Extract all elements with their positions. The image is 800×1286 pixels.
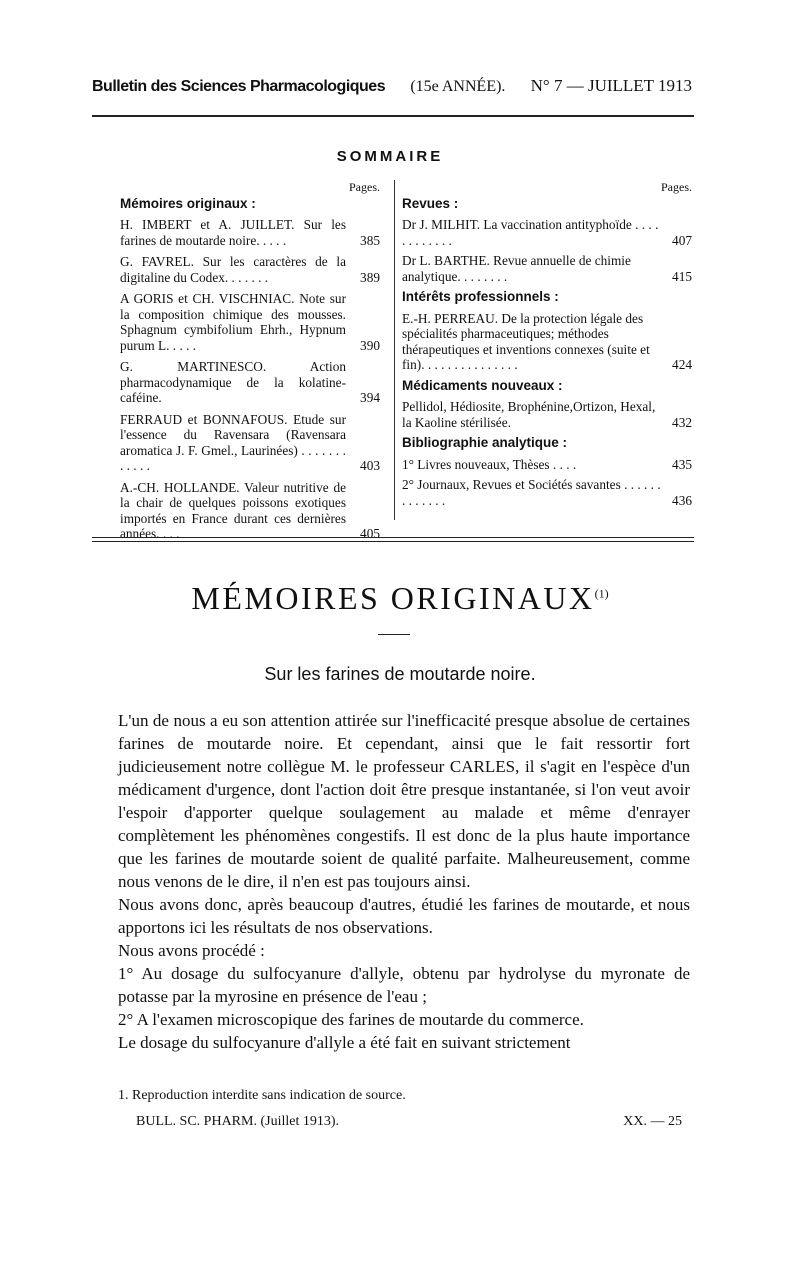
- toc-entry-text: H. IMBERT et A. JUILLET. Sur les farines de moutarde noire. . . . .: [120, 217, 346, 248]
- toc-entry-page: 405: [360, 526, 380, 541]
- footnote-marker[interactable]: (1): [594, 586, 609, 601]
- issue-number: N° 7 — JUILLET 1913: [530, 76, 692, 95]
- body-paragraph: Nous avons procédé :: [118, 941, 265, 960]
- toc-entry-text: A.-CH. HOLLANDE. Valeur nutritive de la chair de quelques poissons exotiques importés en France durant ces dernières années. . . .: [120, 479, 346, 541]
- footnote: 1. Reproduction interdite sans indication de source.: [118, 1088, 406, 1103]
- toc-entry-page: 435: [672, 456, 692, 472]
- body-paragraph: Nous avons donc, après beaucoup d'autres, étudié les farines de moutarde, et nous apportons ici les résultats de nos observations.: [118, 895, 690, 937]
- toc-entry-text: Dr J. MILHIT. La vaccination antityphoïde . . . . . . . . . . . .: [402, 217, 659, 248]
- section-double-rule-top: [92, 537, 694, 538]
- toc-entry-text: Pellidol, Hédiosite, Brophénine,Ortizon, Hexal, la Kaoline stérilisée.: [402, 399, 656, 430]
- toc-entry[interactable]: [402, 457, 692, 473]
- toc-entry-text: A GORIS et CH. VISCHNIAC. Note sur la composition chimique des mousses. Sphagnum cymbifolium Ehrh., Hypnum purum L. . . . .: [120, 291, 346, 353]
- section-title: [0, 580, 800, 617]
- footer-citation: BULL. SC. PHARM. (Juillet 1913).: [136, 1114, 340, 1129]
- toc-entry-text: Dr L. BARTHE. Revue annuelle de chimie analytique. . . . . . . .: [402, 253, 631, 284]
- article-body: [118, 709, 690, 1054]
- journal-year: (15e ANNÉE).: [410, 78, 506, 95]
- toc-entry[interactable]: [402, 217, 692, 248]
- running-header: [92, 76, 692, 96]
- body-paragraph: Le dosage du sulfocyanure d'allyle a été fait en suivant strictement: [118, 1033, 571, 1052]
- toc-entry[interactable]: [120, 217, 380, 248]
- toc-entry-page: 436: [672, 492, 692, 508]
- body-paragraph: L'un de nous a eu son attention attirée sur l'inefficacité presque absolue de certaines farines de moutarde noire. Et cependant, ainsi que le fait ressortir fort judicieusement notre collègue M. le professeur CARLES, il s'agit en l'espèce d'un médicament d'urgence, dont l'action doit être presque instantanée, si l'on veut avoir l'espoir d'apporter quelque soulagement au malade et même d'enrayer complètement les phénomènes congestifs. Il est donc de la plus haute importance que les farines de moutarde soient de qualité parfaite. Malheureusement, comme nous venons de le dire, il n'en est pas toujours ainsi.: [118, 711, 690, 891]
- toc-section-heading: Bibliographie analytique :: [402, 435, 568, 450]
- journal-name: Bulletin des Sciences Pharmacologiques: [92, 78, 386, 95]
- section-title-text: MÉMOIRES ORIGINAUX: [191, 580, 595, 616]
- title-rule: [378, 634, 410, 635]
- toc-entry-page: 394: [360, 390, 380, 405]
- toc-entry-page: 389: [360, 269, 380, 285]
- toc-entry[interactable]: [120, 291, 380, 353]
- toc-entry-page: 415: [672, 268, 692, 284]
- body-paragraph: 1° Au dosage du sulfocyanure d'allyle, obtenu par hydrolyse du myronate de potasse par la myrosine en présence de l'eau ;: [118, 964, 690, 1006]
- toc-entry-text: 1° Livres nouveaux, Thèses . . . .: [402, 456, 577, 472]
- toc-section-heading: Médicaments nouveaux :: [402, 377, 563, 393]
- toc-entry-page: 385: [360, 232, 380, 248]
- toc-entry-page: 407: [672, 232, 692, 248]
- body-paragraph: 2° A l'examen microscopique des farines de moutarde du commerce.: [118, 1010, 584, 1029]
- toc-entry-page: 424: [672, 357, 692, 372]
- toc-entry-text: G. MARTINESCO. Action pharmacodynamique de la kolatine-caféine.: [120, 359, 346, 405]
- toc-entry[interactable]: [402, 477, 692, 508]
- toc-entry[interactable]: [402, 399, 692, 430]
- sommaire-title: SOMMAIRE: [336, 148, 444, 165]
- section-double-rule-bottom: [92, 541, 694, 542]
- toc-entry-page: 432: [672, 414, 692, 430]
- toc-entry-text: G. FAVREL. Sur les caractères de la digitaline du Codex. . . . . . .: [120, 254, 346, 285]
- toc-section-heading: Mémoires originaux :: [120, 195, 256, 211]
- toc-entry-text: FERRAUD et BONNAFOUS. Etude sur l'essence du Ravensara (Ravensara aromatica J. F. Gmel., Laurinées) . . . . . . . . . . . .: [120, 411, 346, 473]
- page-footer: [136, 1114, 682, 1130]
- column-divider: [394, 180, 395, 520]
- pages-label: Pages.: [349, 180, 380, 194]
- article-title: Sur les farines de moutarde noire.: [264, 664, 536, 684]
- toc-left-column: [120, 180, 380, 548]
- toc-left-entries: [120, 217, 380, 542]
- toc-entry-page: 403: [360, 458, 380, 473]
- toc-entry[interactable]: [120, 359, 380, 406]
- toc-entry-text: 2° Journaux, Revues et Sociétés savantes . . . . . . . . . . . . .: [402, 477, 661, 508]
- pages-label: Pages.: [661, 180, 692, 194]
- toc-section-heading: Revues :: [402, 195, 459, 211]
- header-rule: [92, 115, 694, 117]
- toc-section-heading: Intérêts professionnels :: [402, 289, 559, 304]
- footer-sheet-number: XX. — 25: [623, 1114, 682, 1129]
- toc-entry-text: E.-H. PERREAU. De la protection légale des spécialités pharmaceutiques; méthodes thérapeutiques et inventions connexes (suite et fin). . . . . . . . . . . . . . .: [402, 310, 650, 372]
- toc-entry[interactable]: [120, 254, 380, 285]
- toc-entry[interactable]: [402, 253, 692, 284]
- toc-entry-page: 390: [360, 337, 380, 353]
- toc-entry[interactable]: [120, 412, 380, 474]
- toc-entry[interactable]: [402, 311, 692, 373]
- toc-right-column: [402, 180, 692, 513]
- toc-entry[interactable]: [120, 480, 380, 542]
